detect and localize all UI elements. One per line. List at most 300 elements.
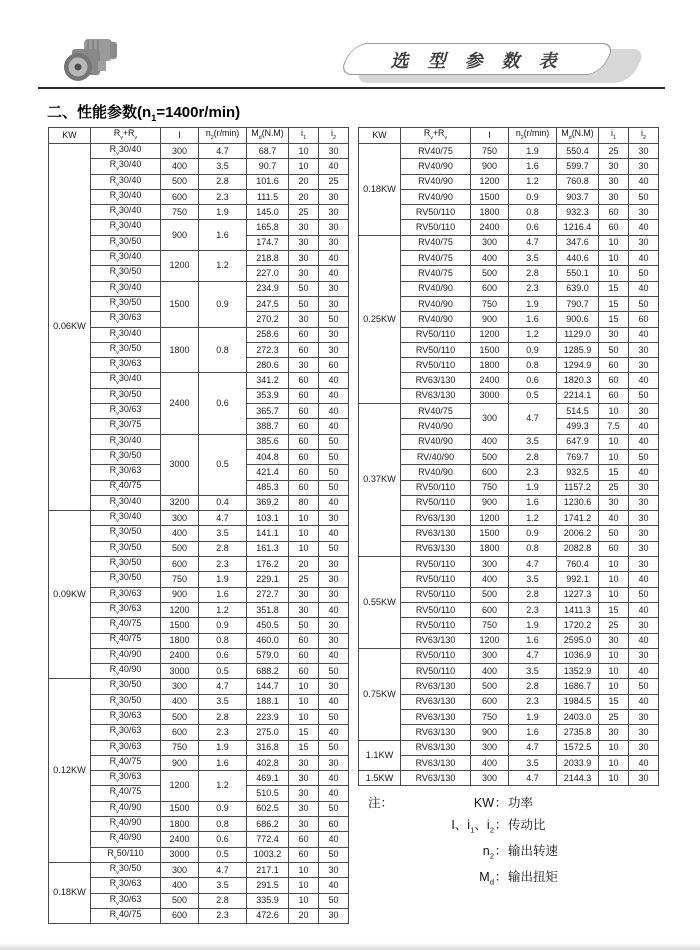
note-term: I、$i_1$、$i_2$ <box>451 817 494 834</box>
cell-ratio-i: 1200 <box>471 511 509 526</box>
cell-i1: 50 <box>289 296 319 311</box>
table-row <box>49 557 349 572</box>
cell-torque: 760.4 <box>557 557 599 572</box>
cell-i1: 10 <box>599 434 629 449</box>
cell-i2: 50 <box>319 847 349 862</box>
cell-output-speed: 0.6 <box>199 648 247 663</box>
cell-torque: 103.1 <box>247 511 289 526</box>
cell-ratio-i: 900 <box>471 495 509 510</box>
cell-i2: 40 <box>629 327 659 342</box>
cell-i1: 7.5 <box>599 419 629 434</box>
table-row <box>49 694 349 709</box>
cell-model: $R_v30/63$ <box>91 312 161 327</box>
cell-i2: 50 <box>319 480 349 495</box>
cell-ratio-i: 600 <box>471 602 509 617</box>
cell-i2: 30 <box>319 862 349 877</box>
cell-i1: 25 <box>599 144 629 159</box>
cell-i2: 30 <box>319 281 349 296</box>
table-row <box>49 511 349 526</box>
cell-model: RV40/90 <box>401 419 471 434</box>
cell-model: RV63/130 <box>401 725 471 740</box>
cell-i1: 10 <box>599 740 629 755</box>
cell-ratio-i: 300 <box>161 511 199 526</box>
cell-torque: 385.6 <box>247 434 289 449</box>
cell-output-speed: 0.5 <box>199 847 247 862</box>
cell-i2: 40 <box>319 771 349 786</box>
table-row <box>49 648 349 663</box>
cell-i1: 30 <box>289 602 319 617</box>
cell-torque: 388.7 <box>247 419 289 434</box>
cell-ratio-i: 300 <box>471 557 509 572</box>
parameters-table-right-container <box>358 127 659 786</box>
cell-i2: 50 <box>629 388 659 403</box>
cell-torque: 176.2 <box>247 557 289 572</box>
cell-ratio-i: 600 <box>161 189 199 204</box>
cell-torque: 472.6 <box>247 908 289 923</box>
cell-i1: 40 <box>599 511 629 526</box>
table-row <box>49 434 349 449</box>
cell-output-speed: 1.9 <box>199 572 247 587</box>
cell-i2: 50 <box>319 449 349 464</box>
cell-ratio-i: 600 <box>471 465 509 480</box>
note-definition: 输出扭矩 <box>508 869 559 884</box>
cell-ratio-i: 900 <box>471 312 509 327</box>
cell-i1: 30 <box>599 495 629 510</box>
cell-i1: 10 <box>599 771 629 786</box>
cell-torque: 404.8 <box>247 449 289 464</box>
table-row <box>359 388 659 403</box>
cell-i1: 50 <box>599 342 629 357</box>
parameters-table-left <box>48 127 349 924</box>
cell-output-speed: 1.2 <box>509 511 557 526</box>
cell-output-speed: 0.5 <box>199 434 247 495</box>
table-row <box>359 189 659 204</box>
cell-i1: 60 <box>289 465 319 480</box>
note-label: 注： <box>368 796 394 810</box>
cell-i1: 10 <box>289 679 319 694</box>
cell-i1: 60 <box>599 373 629 388</box>
cell-ratio-i: 500 <box>161 893 199 908</box>
cell-i2: 30 <box>629 404 659 419</box>
cell-i2: 50 <box>319 664 349 679</box>
note-line <box>408 815 558 841</box>
column-header: $i_1$ <box>599 128 629 144</box>
cell-torque: 111.5 <box>247 189 289 204</box>
cell-i1: 10 <box>599 557 629 572</box>
cell-i2: 40 <box>319 251 349 266</box>
cell-torque: 229.1 <box>247 572 289 587</box>
cell-i2: 50 <box>629 587 659 602</box>
cell-output-speed: 1.6 <box>509 633 557 648</box>
cell-torque: 1129.0 <box>557 327 599 342</box>
cell-torque: 599.7 <box>557 159 599 174</box>
cell-output-speed: 0.9 <box>509 526 557 541</box>
kw-group-label: 1.5KW <box>359 771 401 786</box>
kw-group-label: 1.1KW <box>359 740 401 771</box>
cell-model: $R_v30/50$ <box>91 296 161 311</box>
table-row <box>49 633 349 648</box>
cell-output-speed: 0.9 <box>199 801 247 816</box>
cell-i1: 30 <box>289 817 319 832</box>
cell-torque: 647.9 <box>557 434 599 449</box>
note-colon: ： <box>494 869 508 884</box>
cell-torque: 217.1 <box>247 862 289 877</box>
cell-output-speed: 1.6 <box>509 495 557 510</box>
cell-ratio-i: 750 <box>471 618 509 633</box>
cell-model: $R_v30/63$ <box>91 404 161 419</box>
column-header: $R_v+R_v$ <box>91 128 161 144</box>
cell-output-speed: 1.6 <box>509 725 557 740</box>
cell-i1: 60 <box>289 847 319 862</box>
table-row <box>49 189 349 204</box>
cell-model: $R_v30/40$ <box>91 220 161 235</box>
cell-ratio-i: 2400 <box>161 648 199 663</box>
cell-torque: 1820.3 <box>557 373 599 388</box>
table-row <box>359 694 659 709</box>
cell-output-speed: 4.7 <box>509 557 557 572</box>
cell-model: $R_v30/63$ <box>91 893 161 908</box>
table-row <box>49 159 349 174</box>
cell-output-speed: 1.9 <box>509 709 557 724</box>
cell-i2: 50 <box>629 189 659 204</box>
table-row <box>49 526 349 541</box>
cell-i1: 10 <box>599 572 629 587</box>
cell-i1: 30 <box>599 174 629 189</box>
cell-model: $R_v40/90$ <box>91 832 161 847</box>
cell-model: $R_v30/50$ <box>91 388 161 403</box>
cell-model: $R_v30/50$ <box>91 449 161 464</box>
table-row <box>359 771 659 786</box>
cell-ratio-i: 1500 <box>161 618 199 633</box>
cell-ratio-i: 300 <box>161 862 199 877</box>
cell-i1: 15 <box>599 602 629 617</box>
cell-i2: 40 <box>629 602 659 617</box>
note-line <box>408 793 558 815</box>
cell-ratio-i: 750 <box>471 144 509 159</box>
cell-i1: 30 <box>599 159 629 174</box>
cell-i2: 25 <box>319 174 349 189</box>
cell-i2: 30 <box>319 296 349 311</box>
cell-model: $R_v30/63$ <box>91 587 161 602</box>
cell-ratio-i: 3000 <box>471 388 509 403</box>
cell-model: $R_v30/50$ <box>91 694 161 709</box>
cell-output-speed: 2.8 <box>199 541 247 556</box>
cell-model: RV50/110 <box>401 205 471 220</box>
kw-group-label: 0.12KW <box>49 679 91 863</box>
cell-i2: 30 <box>319 679 349 694</box>
kw-group-label: 0.75KW <box>359 648 401 740</box>
cell-ratio-i: 1200 <box>471 174 509 189</box>
cell-ratio-i: 2400 <box>161 373 199 434</box>
table-row <box>49 755 349 770</box>
cell-torque: 365.7 <box>247 404 289 419</box>
cell-i1: 30 <box>289 358 319 373</box>
cell-i2: 40 <box>319 526 349 541</box>
cell-model: RV50/110 <box>401 327 471 342</box>
cell-i1: 60 <box>289 832 319 847</box>
cell-model: RV50/110 <box>401 495 471 510</box>
cell-i2: 30 <box>319 205 349 220</box>
table-row <box>49 832 349 847</box>
cell-output-speed: 1.9 <box>199 205 247 220</box>
cell-output-speed: 2.3 <box>509 694 557 709</box>
cell-model: $R_v30/40$ <box>91 281 161 296</box>
cell-torque: 161.3 <box>247 541 289 556</box>
table-row <box>359 235 659 250</box>
cell-output-speed: 2.8 <box>509 679 557 694</box>
cell-ratio-i: 500 <box>471 266 509 281</box>
cell-torque: 291.5 <box>247 878 289 893</box>
cell-model: $R_v30/75$ <box>91 419 161 434</box>
table-row <box>359 755 659 770</box>
header-row <box>49 128 349 144</box>
cell-output-speed: 2.3 <box>509 281 557 296</box>
cell-i1: 30 <box>289 801 319 816</box>
table-row <box>49 144 349 159</box>
cell-model: $R_v30/63$ <box>91 602 161 617</box>
table-row <box>359 709 659 724</box>
table-row <box>49 878 349 893</box>
table-row <box>359 159 659 174</box>
table-row <box>359 602 659 617</box>
cell-model: RV40/90 <box>401 159 471 174</box>
cell-output-speed: 1.6 <box>199 220 247 251</box>
table-row <box>49 862 349 877</box>
cell-torque: 141.1 <box>247 526 289 541</box>
table-row <box>49 174 349 189</box>
cell-i1: 25 <box>599 480 629 495</box>
cell-i2: 40 <box>629 755 659 770</box>
cell-output-speed: 3.5 <box>509 572 557 587</box>
kw-group-label: 0.55KW <box>359 557 401 649</box>
cell-i1: 30 <box>599 189 629 204</box>
cell-model: RV63/130 <box>401 679 471 694</box>
cell-model: RV50/110 <box>401 220 471 235</box>
cell-model: $R_v30/50$ <box>91 679 161 694</box>
cell-torque: 1572.5 <box>557 740 599 755</box>
cell-ratio-i: 1800 <box>161 817 199 832</box>
cell-i2: 40 <box>629 633 659 648</box>
kw-group-label: 0.18KW <box>49 862 91 923</box>
cell-ratio-i: 1800 <box>471 358 509 373</box>
cell-model: RV63/130 <box>401 541 471 556</box>
note-lines <box>408 793 558 893</box>
kw-group-label: 0.18KW <box>359 144 401 236</box>
cell-ratio-i: 2400 <box>471 220 509 235</box>
table-row <box>359 664 659 679</box>
cell-model: RV50/110 <box>401 358 471 373</box>
cell-ratio-i: 1200 <box>161 602 199 617</box>
cell-i2: 40 <box>319 832 349 847</box>
table-row <box>49 725 349 740</box>
cell-i1: 60 <box>289 327 319 342</box>
gearmotor-icon <box>60 34 124 88</box>
cell-i2: 30 <box>629 771 659 786</box>
cell-ratio-i: 600 <box>471 281 509 296</box>
cell-output-speed: 2.8 <box>199 893 247 908</box>
cell-model: RV40/90 <box>401 434 471 449</box>
cell-model: $R_v40/90$ <box>91 801 161 816</box>
note-block <box>368 793 558 893</box>
cell-i2: 40 <box>319 694 349 709</box>
cell-i1: 10 <box>289 893 319 908</box>
cell-i2: 50 <box>629 679 659 694</box>
cell-model: $R_v40/90$ <box>91 664 161 679</box>
cell-model: RV40/75 <box>401 251 471 266</box>
cell-model: $R_v30/63$ <box>91 465 161 480</box>
cell-model: $R_v40/75$ <box>91 618 161 633</box>
cell-torque: 2033.9 <box>557 755 599 770</box>
cell-torque: 351.8 <box>247 602 289 617</box>
cell-i2: 30 <box>629 480 659 495</box>
cell-output-speed: 4.7 <box>509 404 557 435</box>
cell-torque: 335.9 <box>247 893 289 908</box>
cell-output-speed: 1.9 <box>509 296 557 311</box>
cell-torque: 144.7 <box>247 679 289 694</box>
cell-torque: 272.3 <box>247 342 289 357</box>
cell-model: RV40/90 <box>401 465 471 480</box>
cell-model: RV50/110 <box>401 557 471 572</box>
cell-torque: 900.6 <box>557 312 599 327</box>
cell-i1: 30 <box>599 633 629 648</box>
cell-i2: 60 <box>629 312 659 327</box>
cell-model: $R_v40/75$ <box>91 786 161 801</box>
cell-model: RV40/90 <box>401 281 471 296</box>
cell-torque: 790.7 <box>557 296 599 311</box>
cell-i2: 30 <box>629 144 659 159</box>
product-photo <box>60 34 124 88</box>
cell-torque: 402.8 <box>247 755 289 770</box>
cell-model: $R_v30/40$ <box>91 251 161 266</box>
table-row <box>49 220 349 235</box>
cell-i1: 50 <box>289 618 319 633</box>
cell-torque: 258.6 <box>247 327 289 342</box>
note-definition: 传动比 <box>508 817 546 832</box>
cell-i2: 30 <box>629 495 659 510</box>
cell-ratio-i: 300 <box>471 648 509 663</box>
cell-torque: 174.7 <box>247 235 289 250</box>
cell-model: RV63/130 <box>401 755 471 770</box>
cell-i1: 30 <box>289 251 319 266</box>
cell-torque: 1003.2 <box>247 847 289 862</box>
cell-i1: 60 <box>289 648 319 663</box>
cell-torque: 270.2 <box>247 312 289 327</box>
table-row <box>49 771 349 786</box>
cell-output-speed: 0.8 <box>199 327 247 373</box>
cell-ratio-i: 500 <box>161 174 199 189</box>
cell-torque: 2735.8 <box>557 725 599 740</box>
cell-torque: 932.3 <box>557 205 599 220</box>
page-bottom-edge <box>0 943 700 950</box>
cell-model: $R_v30/63$ <box>91 878 161 893</box>
table-row <box>359 266 659 281</box>
cell-ratio-i: 300 <box>471 404 509 435</box>
cell-i1: 50 <box>599 526 629 541</box>
kw-group-label: 0.09KW <box>49 511 91 679</box>
cell-i2: 40 <box>319 878 349 893</box>
cell-output-speed: 0.6 <box>509 220 557 235</box>
cell-i2: 30 <box>629 342 659 357</box>
note-definition: 输出转速 <box>508 843 559 858</box>
cell-ratio-i: 1500 <box>471 342 509 357</box>
cell-ratio-i: 400 <box>161 526 199 541</box>
cell-i2: 30 <box>629 709 659 724</box>
cell-torque: 903.7 <box>557 189 599 204</box>
cell-ratio-i: 1200 <box>471 633 509 648</box>
cell-ratio-i: 500 <box>161 541 199 556</box>
cell-i2: 50 <box>319 541 349 556</box>
cell-output-speed: 1.9 <box>509 618 557 633</box>
cell-i2: 30 <box>629 648 659 663</box>
cell-i1: 80 <box>289 495 319 510</box>
table-row <box>359 618 659 633</box>
cell-output-speed: 0.8 <box>509 205 557 220</box>
cell-i1: 10 <box>289 511 319 526</box>
table-row <box>49 618 349 633</box>
cell-model: RV40/90 <box>401 174 471 189</box>
cell-output-speed: 3.5 <box>509 755 557 770</box>
cell-torque: 275.0 <box>247 725 289 740</box>
cell-output-speed: 0.8 <box>509 358 557 373</box>
cell-i2: 50 <box>629 296 659 311</box>
cell-model: $R_v30/40$ <box>91 495 161 510</box>
cell-model: RV63/130 <box>401 694 471 709</box>
cell-i2: 40 <box>319 159 349 174</box>
cell-output-speed: 1.9 <box>509 144 557 159</box>
cell-torque: 932.5 <box>557 465 599 480</box>
table-row <box>49 709 349 724</box>
cell-i2: 30 <box>629 159 659 174</box>
kw-group-label: 0.06KW <box>49 144 91 511</box>
cell-model: RV50/110 <box>401 602 471 617</box>
cell-torque: 1984.5 <box>557 694 599 709</box>
cell-model: RV63/130 <box>401 709 471 724</box>
cell-torque: 602.5 <box>247 801 289 816</box>
cell-i2: 40 <box>629 373 659 388</box>
cell-output-speed: 0.6 <box>199 373 247 434</box>
cell-i1: 60 <box>599 388 629 403</box>
cell-output-speed: 0.4 <box>199 495 247 510</box>
table-row <box>359 205 659 220</box>
cell-torque: 579.0 <box>247 648 289 663</box>
cell-model: $R_v30/50$ <box>91 266 161 281</box>
cell-torque: 280.6 <box>247 358 289 373</box>
cell-i2: 50 <box>319 801 349 816</box>
parameters-table-left-container <box>48 127 349 924</box>
cell-torque: 145.0 <box>247 205 289 220</box>
cell-torque: 223.9 <box>247 709 289 724</box>
cell-i2: 30 <box>319 189 349 204</box>
cell-torque: 1036.9 <box>557 648 599 663</box>
cell-model: $R_v30/63$ <box>91 358 161 373</box>
cell-i2: 40 <box>319 404 349 419</box>
cell-output-speed: 3.5 <box>509 251 557 266</box>
table-row <box>49 205 349 220</box>
cell-i2: 40 <box>319 266 349 281</box>
table-row <box>359 220 659 235</box>
cell-output-speed: 0.6 <box>509 373 557 388</box>
cell-ratio-i: 750 <box>471 480 509 495</box>
cell-torque: 1230.6 <box>557 495 599 510</box>
cell-i1: 10 <box>289 862 319 877</box>
cell-i1: 30 <box>289 587 319 602</box>
cell-output-speed: 1.6 <box>509 312 557 327</box>
table-row <box>359 296 659 311</box>
cell-model: $R_v30/40$ <box>91 159 161 174</box>
cell-torque: 686.2 <box>247 817 289 832</box>
cell-output-speed: 3.5 <box>199 526 247 541</box>
cell-output-speed: 1.9 <box>199 740 247 755</box>
